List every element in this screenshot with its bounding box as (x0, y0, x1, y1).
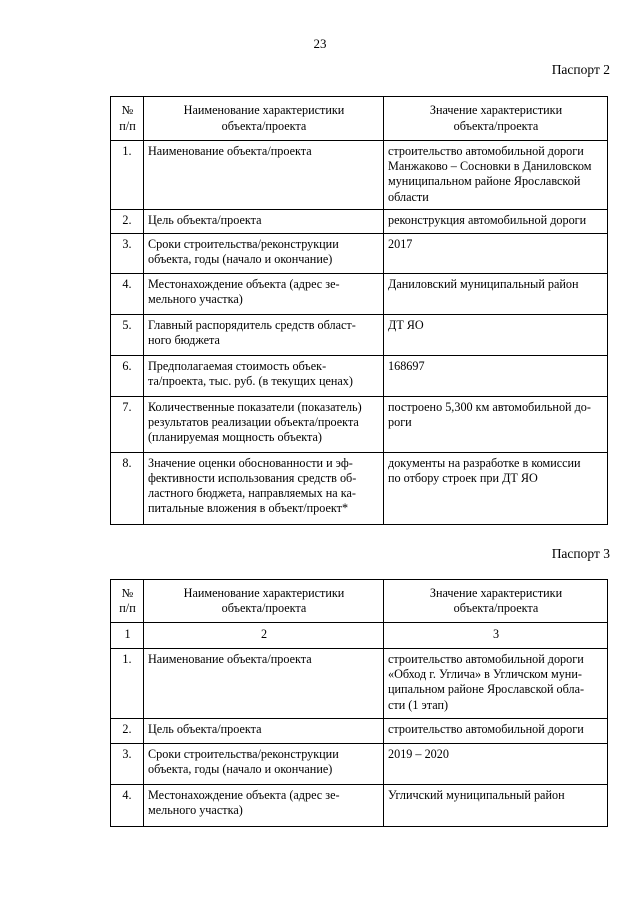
row-number: 6. (111, 355, 144, 396)
row-value: строительство автомобильной дороги «Обход г. Углича» в Угличском муни- ципальном районе Ярославской обла- сти (1 этап) (384, 649, 608, 719)
column-number: 2 (144, 623, 384, 649)
row-value: 2017 (384, 233, 608, 273)
table-row (111, 209, 608, 233)
table-row (111, 452, 608, 524)
row-value: строительство автомобильной дороги Манжаково – Сосновки в Даниловском муниципальном районе Ярославской области (384, 141, 608, 210)
table-row (111, 785, 608, 827)
row-number: 3. (111, 233, 144, 273)
row-value: 2019 – 2020 (384, 744, 608, 785)
column-number: 3 (384, 623, 608, 649)
row-name: Количественные показатели (показатель) результатов реализации объекта/проекта (планируемая мощность объекта) (144, 396, 384, 452)
table-header-row (111, 97, 608, 141)
table-row (111, 314, 608, 355)
row-name: Сроки строительства/реконструкции объекта, годы (начало и окончание) (144, 744, 384, 785)
passport-2-title: Паспорт 2 (551, 62, 610, 77)
row-name: Наименование объекта/проекта (144, 141, 384, 210)
row-value: ДТ ЯО (384, 314, 608, 355)
row-number: 7. (111, 396, 144, 452)
passport-2-table (110, 96, 608, 525)
row-value: 168697 (384, 355, 608, 396)
row-value: строительство автомобильной дороги (384, 719, 608, 744)
row-name: Местонахождение объекта (адрес зе- мельного участка) (144, 273, 384, 314)
row-value: построено 5,300 км автомобильной до- роги (384, 396, 608, 452)
row-number: 3. (111, 744, 144, 785)
row-number: 1. (111, 141, 144, 210)
row-value: Даниловский муниципальный район (384, 273, 608, 314)
column-number: 1 (111, 623, 144, 649)
header-characteristic-value: Значение характеристики объекта/проекта (384, 97, 608, 141)
row-number: 5. (111, 314, 144, 355)
row-name: Значение оценки обоснованности и эф- фективности использования средств об- ластного бюджета, направляемых на ка- питальные вложения в объект/проект* (144, 452, 384, 524)
header-number: № п/п (111, 97, 144, 141)
table-row (111, 396, 608, 452)
table-row (111, 719, 608, 744)
passport-3-table (110, 579, 608, 827)
column-number-row (111, 623, 608, 649)
row-name: Сроки строительства/реконструкции объекта, годы (начало и окончание) (144, 233, 384, 273)
passport-3-title: Паспорт 3 (551, 546, 610, 561)
header-characteristic-name: Наименование характеристики объекта/проекта (144, 97, 384, 141)
table-row (111, 141, 608, 210)
row-number: 2. (111, 719, 144, 744)
row-value: реконструкция автомобильной дороги (384, 209, 608, 233)
row-value: документы на разработке в комиссии по отбору строек при ДТ ЯО (384, 452, 608, 524)
row-name: Цель объекта/проекта (144, 209, 384, 233)
row-name: Предполагаемая стоимость объек- та/проекта, тыс. руб. (в текущих ценах) (144, 355, 384, 396)
page-number: 23 (313, 36, 327, 51)
table-row (111, 355, 608, 396)
header-characteristic-value: Значение характеристики объекта/проекта (384, 580, 608, 623)
row-number: 1. (111, 649, 144, 719)
row-value: Угличский муниципальный район (384, 785, 608, 827)
row-name: Местонахождение объекта (адрес зе- мельного участка) (144, 785, 384, 827)
header-characteristic-name: Наименование характеристики объекта/проекта (144, 580, 384, 623)
row-name: Наименование объекта/проекта (144, 649, 384, 719)
row-number: 2. (111, 209, 144, 233)
header-number: № п/п (111, 580, 144, 623)
row-name: Цель объекта/проекта (144, 719, 384, 744)
row-number: 8. (111, 452, 144, 524)
table-row (111, 744, 608, 785)
row-number: 4. (111, 785, 144, 827)
table-row (111, 233, 608, 273)
row-number: 4. (111, 273, 144, 314)
table-row (111, 273, 608, 314)
table-header-row (111, 580, 608, 623)
row-name: Главный распорядитель средств област- ного бюджета (144, 314, 384, 355)
table-row (111, 649, 608, 719)
